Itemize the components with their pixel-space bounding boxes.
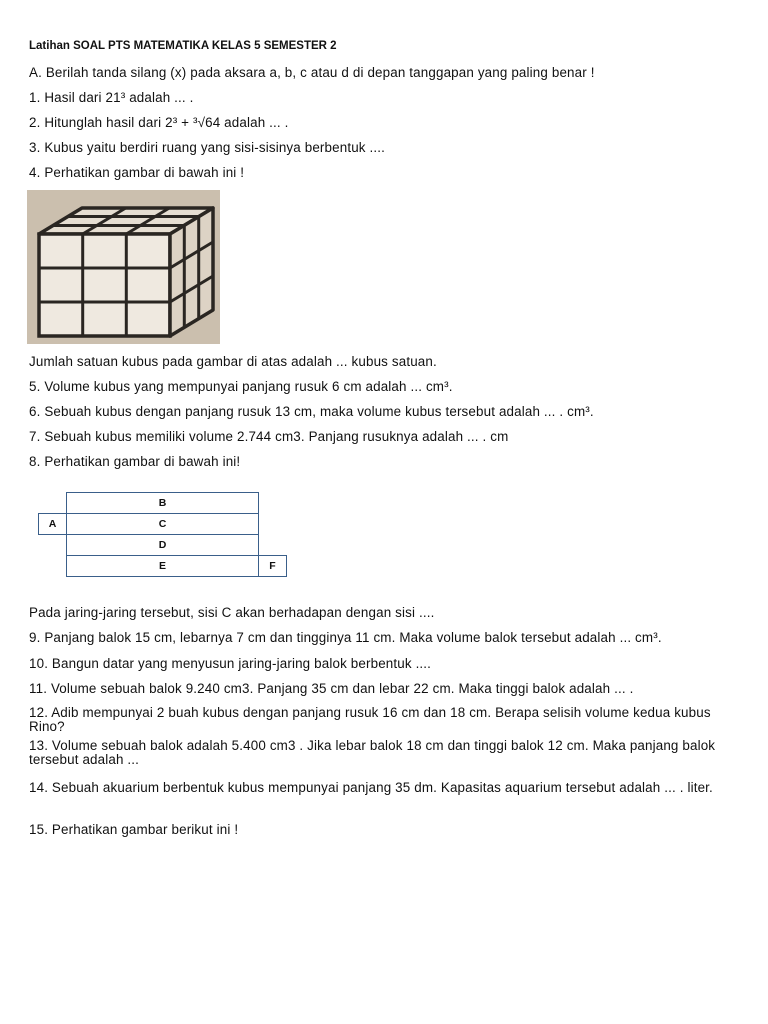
question-15: 15. Perhatikan gambar berikut ini ! (29, 822, 239, 837)
question-6: 6. Sebuah kubus dengan panjang rusuk 13 cm, maka volume kubus tersebut adalah ... . cm³. (29, 404, 594, 419)
question-2: 2. Hitunglah hasil dari 2³ + ³√64 adalah ... . (29, 115, 289, 130)
question-9: 9. Panjang balok 15 cm, lebarnya 7 cm dan tingginya 11 cm. Maka volume balok tersebut adalah ... cm³. (29, 630, 662, 645)
question-5: 5. Volume kubus yang mempunyai panjang rusuk 6 cm adalah ... cm³. (29, 379, 453, 394)
question-11: 11. Volume sebuah balok 9.240 cm3. Panjang 35 cm dan lebar 22 cm. Maka tinggi balok adalah ... . (29, 681, 634, 696)
net-face-d: D (66, 534, 259, 556)
question-3: 3. Kubus yaitu berdiri ruang yang sisi-sisinya berbentuk .... (29, 140, 385, 155)
cuboid-net-diagram (38, 492, 290, 580)
question-4-followup: Jumlah satuan kubus pada gambar di atas adalah ... kubus satuan. (29, 354, 437, 369)
net-face-b: B (66, 492, 259, 514)
question-8: 8. Perhatikan gambar di bawah ini! (29, 454, 241, 469)
instruction-text: A. Berilah tanda silang (x) pada aksara a, b, c atau d di depan tanggapan yang paling benar ! (29, 65, 595, 80)
net-face-c: C (66, 513, 259, 535)
question-13: 13. Volume sebuah balok adalah 5.400 cm3 . Jika lebar balok 18 cm dan tinggi balok 12 cm. Maka panjang balok tersebut adalah ... (29, 738, 716, 767)
cube-image (27, 190, 220, 344)
question-7: 7. Sebuah kubus memiliki volume 2.744 cm3. Panjang rusuknya adalah ... . cm (29, 429, 509, 444)
question-1: 1. Hasil dari 21³ adalah ... . (29, 90, 194, 105)
net-face-a: A (38, 513, 67, 535)
question-14: 14. Sebuah akuarium berbentuk kubus mempunyai panjang 35 dm. Kapasitas aquarium tersebut adalah ... . liter. (29, 780, 713, 795)
net-face-e: E (66, 555, 259, 577)
question-12: 12. Adib mempunyai 2 buah kubus dengan panjang rusuk 16 cm dan 18 cm. Berapa selisih volume kedua kubus Rino? (29, 705, 711, 734)
question-8-followup: Pada jaring-jaring tersebut, sisi C akan berhadapan dengan sisi .... (29, 605, 435, 620)
question-4: 4. Perhatikan gambar di bawah ini ! (29, 165, 245, 180)
worksheet-title: Latihan SOAL PTS MATEMATIKA KELAS 5 SEMESTER 2 (29, 40, 337, 52)
net-face-f: F (258, 555, 287, 577)
question-10: 10. Bangun datar yang menyusun jaring-jaring balok berbentuk .... (29, 656, 432, 671)
